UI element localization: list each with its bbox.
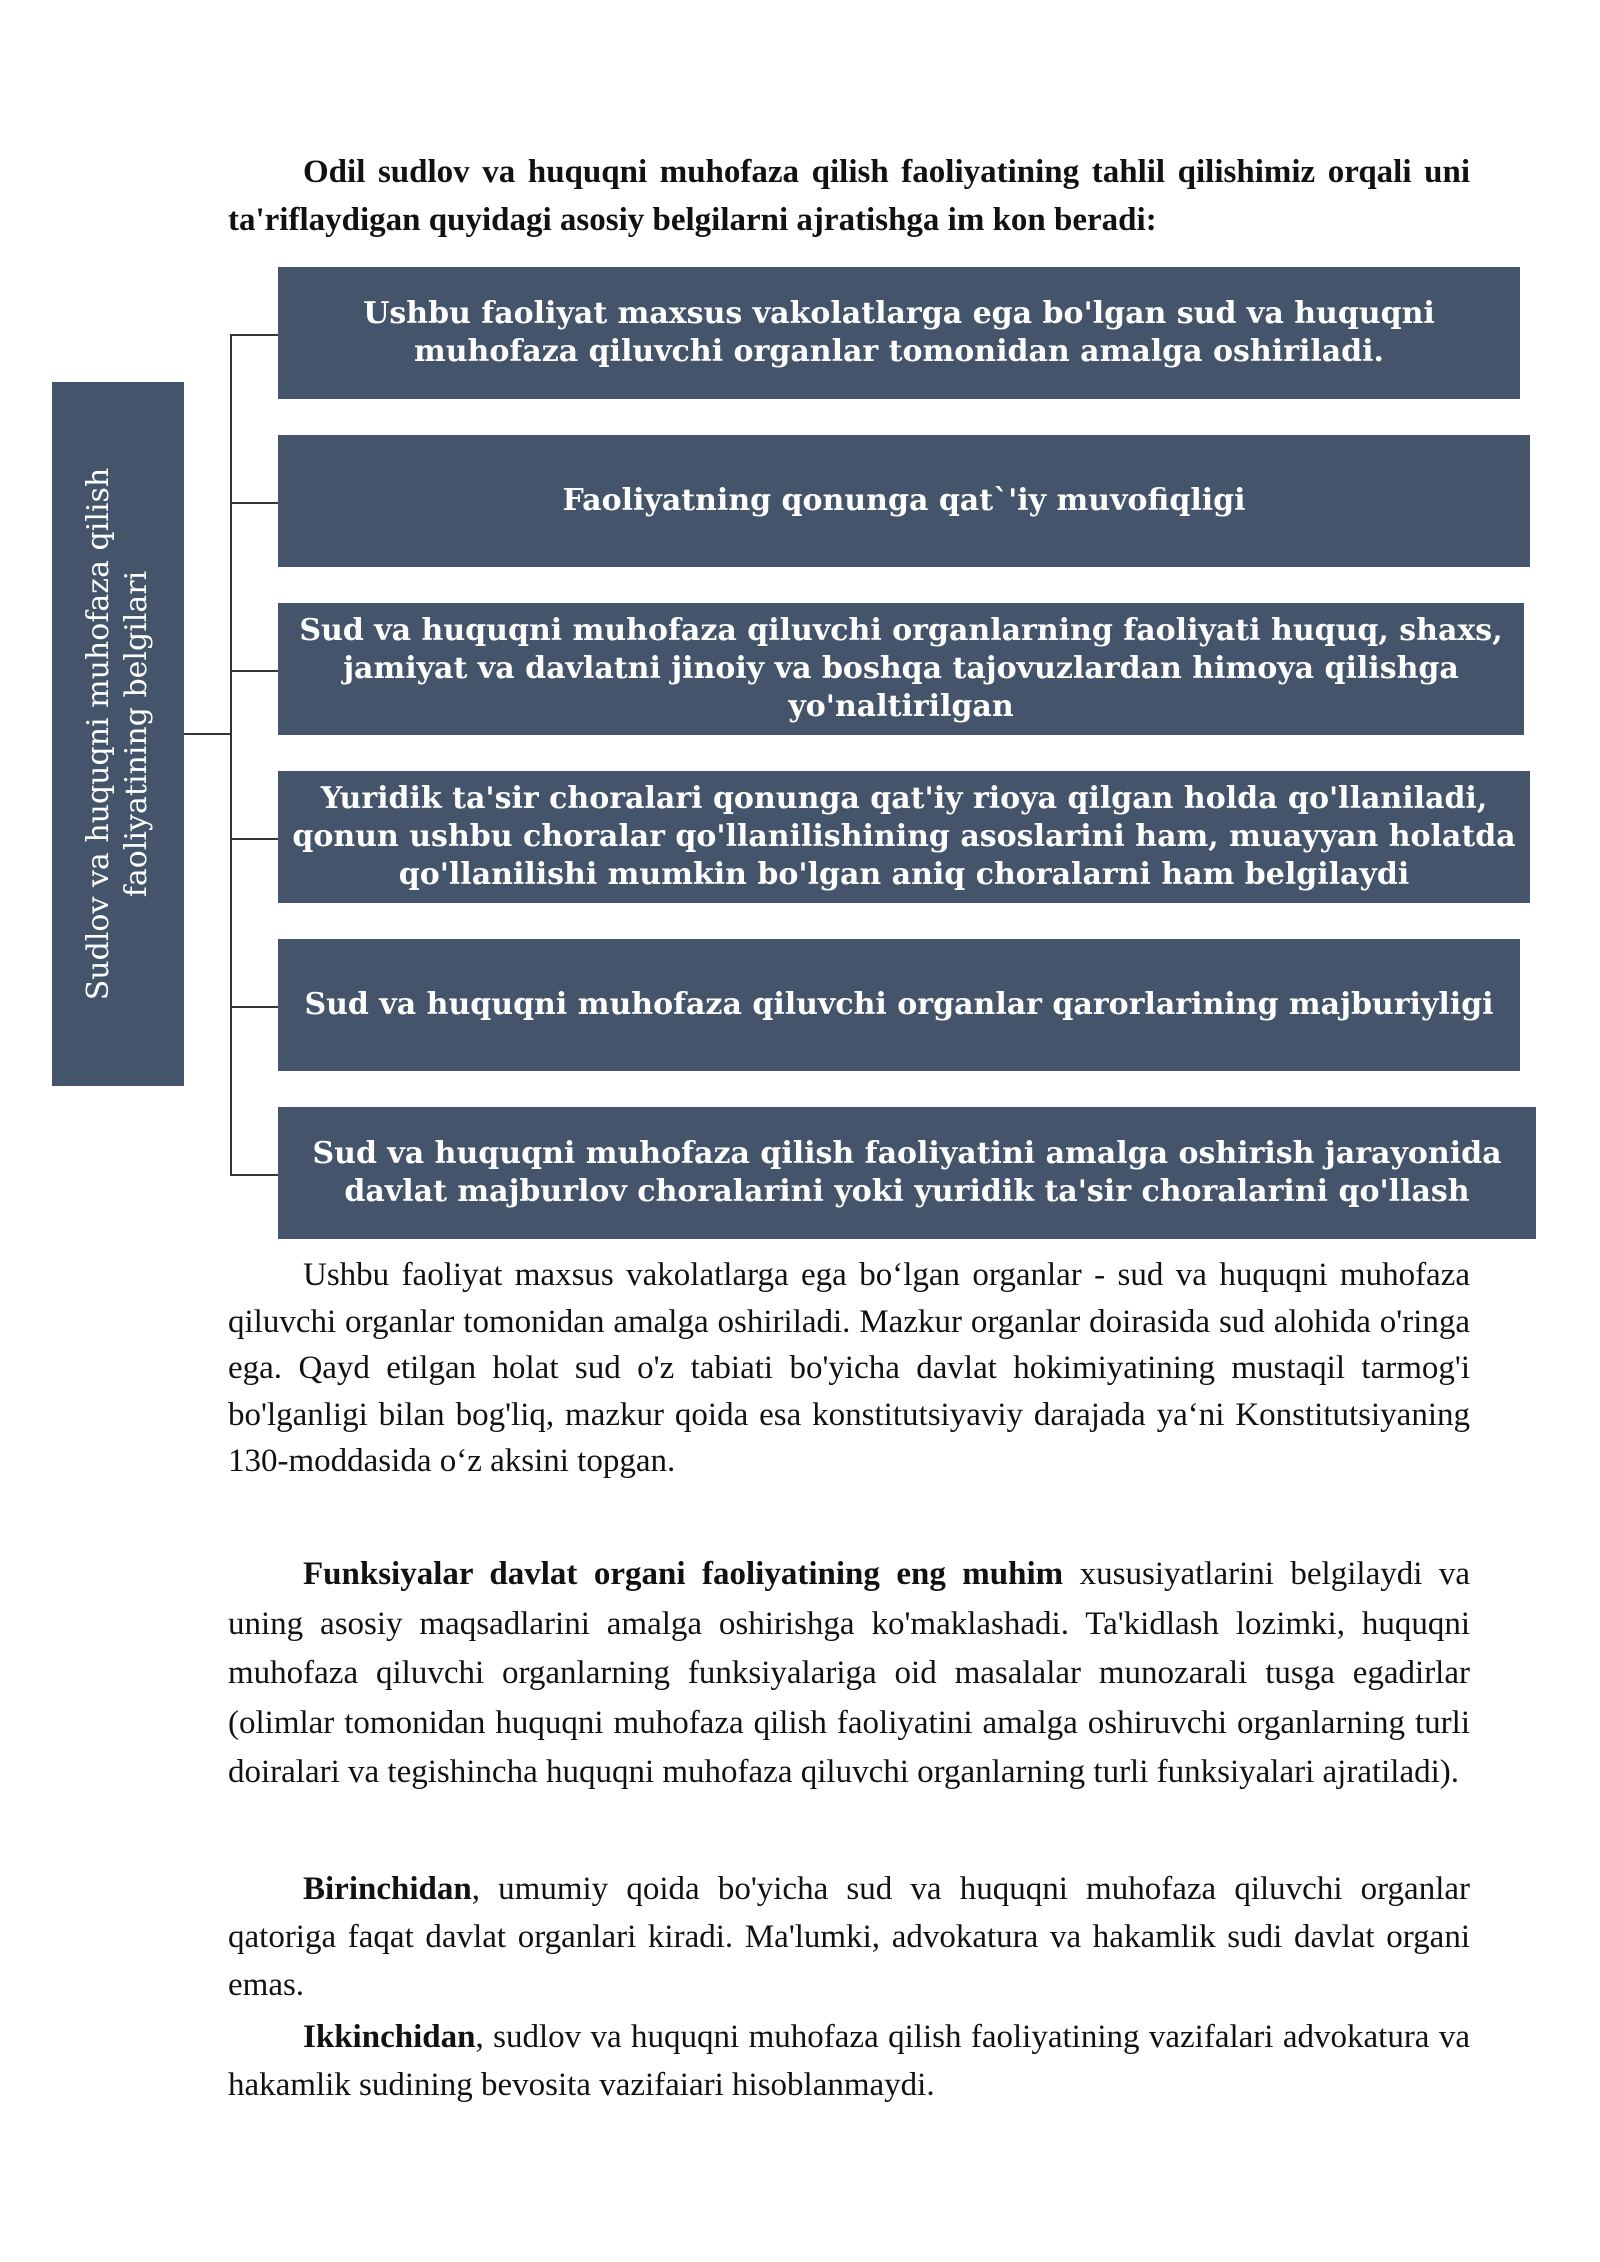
paragraph-1-text: Ushbu faoliyat maxsus vakolatlarga ega bo‘lgan organlar - sud va huquqni muhofaza qiluvchi organlar tomonidan amalga oshiriladi. Mazkur organlar doirasida sud alohida o'ringa ega. Qayd etilgan holat sud o'z tabiati bo'yicha davlat hokimiyatining mustaqil tarmog'i bo'lganligi bilan bog'liq, mazkur qoida esa konstitutsiyaviy darajada ya‘ni Konstitutsiyaning 130-moddasida o‘z aksini topgan.: [228, 1257, 1470, 1479]
paragraph-2-text: xususiyatlarini belgilaydi va uning asosiy maqsadlarini amalga oshirishga ko'maklashadi. Ta'kidlash lozimki, huquqni muhofaza qiluvchi organlarning funksiyalariga oid masalalar munozarali tusga egadirlar (olimlar tomonidan huquqni muhofaza qilish faoliyatini amalga oshiruvchi organlarning turli doiralari va tegishincha huquqni muhofaza qiluvchi organlarning turli funksiyalari ajratiladi).: [228, 1556, 1470, 1790]
diagram-side-label: Sudlov va huquqni muhofaza qilish faoliyatining belgilari: [81, 467, 154, 1001]
paragraph-4-text: , sudlov va huquqni muhofaza qilish faoliyatining vazifalari advokatura va hakamlik sudining bevosita vazifaiari hisoblanmaydi.: [228, 2019, 1470, 2103]
paragraph-3-bold: Birinchidan: [303, 1871, 472, 1907]
bracket-tick-1: [230, 334, 278, 336]
bracket-tick-2: [230, 502, 278, 504]
body-paragraph-1: [228, 1252, 1470, 1485]
diagram-box-6: Sud va huquqni muhofaza qilish faoliyatini amalga oshirish jarayonida davlat majburlov choralarini yoki yuridik ta'sir choralarini qo'llash: [278, 1107, 1536, 1239]
paragraph-3-text: , umumiy qoida bo'yicha sud va huquqni muhofaza qiluvchi organlar qatoriga faqat davlat organlari kiradi. Ma'lumki, advokatura va hakamlik sudi davlat organi emas.: [228, 1871, 1470, 2003]
diagram-side-label-box: [52, 382, 184, 1086]
bracket-vertical-line: [230, 334, 232, 1176]
bracket-tick-3: [230, 670, 278, 672]
diagram-box-3: Sud va huquqni muhofaza qiluvchi organlarning faoliyati huquq, shaxs, jamiyat va davlatni jinoiy va boshqa tajovuzlardan himoya qilishga yo'naltirilgan: [278, 603, 1524, 735]
diagram-box-1: Ushbu faoliyat maxsus vakolatlarga ega bo'lgan sud va huquqni muhofaza qiluvchi organlar tomonidan amalga oshiriladi.: [278, 267, 1520, 399]
diagram-box-4: Yuridik ta'sir choralari qonunga qat'iy rioya qilgan holda qo'llaniladi, qonun ushbu choralar qo'llanilishining asoslarini ham, muayyan holatda qo'llanilishi mumkin bo'lgan aniq choralarni ham belgilaydi: [278, 771, 1530, 903]
paragraph-4-bold: Ikkinchidan: [303, 2019, 476, 2055]
paragraph-2-bold: Funksiyalar davlat organi faoliyatining eng muhim: [303, 1556, 1064, 1592]
body-paragraph-4: [228, 2013, 1470, 2109]
diagram-box-2: Faoliyatning qonunga qat`'iy muvofiqligi: [278, 435, 1530, 567]
diagram-box-5: Sud va huquqni muhofaza qiluvchi organlar qarorlarining majburiyligi: [278, 939, 1520, 1071]
intro-paragraph: [228, 148, 1470, 244]
intro-text: Odil sudlov va huquqni muhofaza qilish faoliyatining tahlil qilishimiz orqali uni ta'riflaydigan quyidagi asosiy belgilarni ajratishga im kon beradi:: [228, 154, 1470, 238]
body-paragraph-2: [228, 1550, 1470, 1798]
bracket-main-connector: [184, 733, 232, 735]
bracket-tick-4: [230, 838, 278, 840]
bracket-tick-5: [230, 1006, 278, 1008]
bracket-tick-6: [230, 1174, 278, 1176]
body-paragraph-3: [228, 1865, 1470, 2009]
